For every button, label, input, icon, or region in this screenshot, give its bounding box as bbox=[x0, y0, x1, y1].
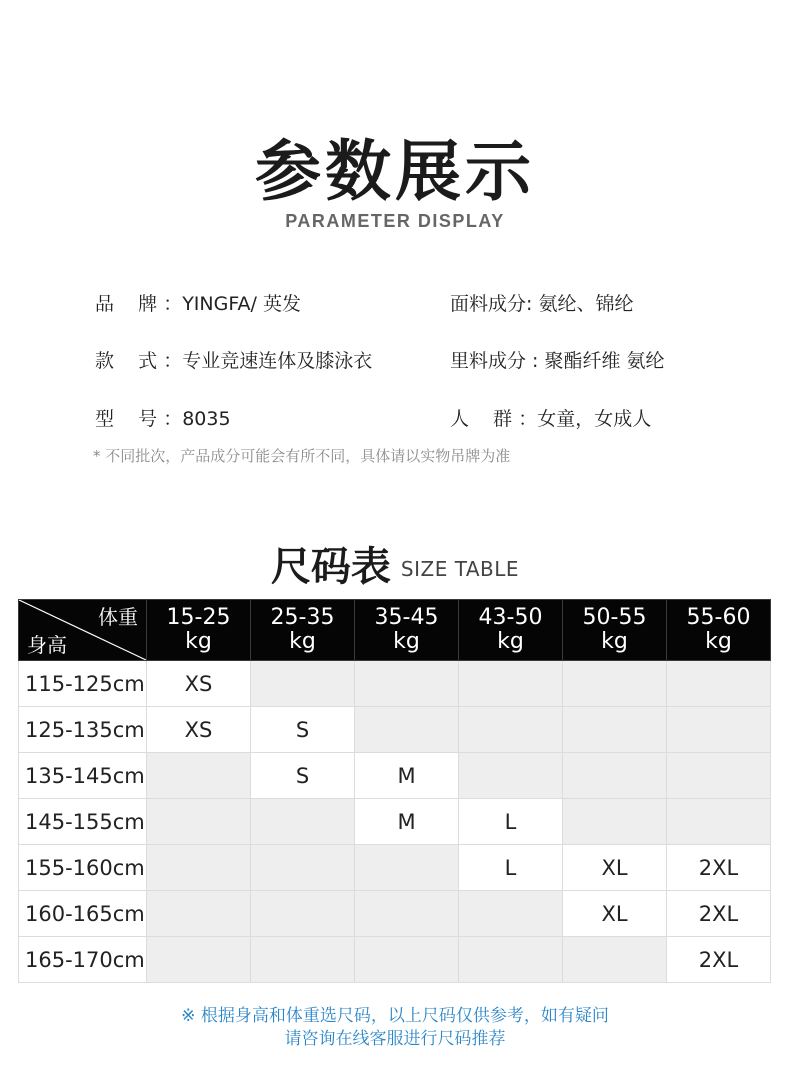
weight-header bbox=[251, 600, 355, 661]
size-cell: 2XL bbox=[667, 891, 771, 937]
param-value: 专业竞速连体及膝泳衣 bbox=[182, 350, 373, 372]
empty-size-cell bbox=[355, 891, 459, 937]
weight-range: 15-25 bbox=[166, 605, 231, 630]
size-cell: XS bbox=[147, 661, 251, 707]
weight-unit: kg bbox=[601, 629, 628, 654]
table-row bbox=[19, 661, 771, 707]
empty-size-cell bbox=[251, 799, 355, 845]
height-range-cell: 165-170cm bbox=[19, 937, 147, 983]
param-value: YINGFA/ 英发 bbox=[182, 293, 301, 315]
param-value: 8035 bbox=[182, 408, 231, 430]
size-title-en: SIZE TABLE bbox=[400, 557, 520, 581]
param-label: 品 牌 ： bbox=[95, 293, 183, 315]
table-row bbox=[19, 937, 771, 983]
param-style bbox=[95, 346, 372, 373]
size-cell: S bbox=[251, 753, 355, 799]
weight-header bbox=[459, 600, 563, 661]
size-cell: XS bbox=[147, 707, 251, 753]
table-row bbox=[19, 891, 771, 937]
weight-range: 25-35 bbox=[270, 605, 335, 630]
empty-size-cell bbox=[251, 891, 355, 937]
advice-line-2: 请咨询在线客服进行尺码推荐 bbox=[284, 1029, 506, 1049]
weight-unit: kg bbox=[705, 629, 732, 654]
empty-size-cell bbox=[251, 661, 355, 707]
size-cell: XL bbox=[563, 891, 667, 937]
param-label: 型 号 ： bbox=[95, 408, 183, 430]
table-row bbox=[19, 707, 771, 753]
height-range-cell: 125-135cm bbox=[19, 707, 147, 753]
empty-size-cell bbox=[459, 707, 563, 753]
param-audience bbox=[450, 404, 651, 431]
weight-range: 35-45 bbox=[374, 605, 439, 630]
weight-header bbox=[355, 600, 459, 661]
empty-size-cell bbox=[147, 891, 251, 937]
height-range-cell: 115-125cm bbox=[19, 661, 147, 707]
size-advice-note bbox=[0, 1005, 790, 1051]
param-value: 女童，女成人 bbox=[537, 408, 652, 430]
empty-size-cell bbox=[563, 799, 667, 845]
empty-size-cell bbox=[355, 845, 459, 891]
table-row bbox=[19, 845, 771, 891]
empty-size-cell bbox=[563, 937, 667, 983]
weight-range: 55-60 bbox=[686, 605, 751, 630]
empty-size-cell bbox=[563, 753, 667, 799]
size-cell: M bbox=[355, 799, 459, 845]
size-table bbox=[18, 599, 771, 983]
table-header-row bbox=[19, 600, 771, 661]
table-corner-cell bbox=[19, 600, 147, 661]
param-label: 款 式 ： bbox=[95, 350, 183, 372]
weight-unit: kg bbox=[393, 629, 420, 654]
size-cell: L bbox=[459, 799, 563, 845]
empty-size-cell bbox=[563, 661, 667, 707]
empty-size-cell bbox=[667, 753, 771, 799]
weight-header bbox=[563, 600, 667, 661]
empty-size-cell bbox=[563, 707, 667, 753]
size-cell: XL bbox=[563, 845, 667, 891]
empty-size-cell bbox=[355, 661, 459, 707]
size-title-cn: 尺码表 bbox=[270, 544, 391, 590]
empty-size-cell bbox=[355, 707, 459, 753]
empty-size-cell bbox=[251, 937, 355, 983]
param-label: 面料成分: bbox=[450, 293, 539, 315]
param-label: 里料成分 : bbox=[450, 350, 545, 372]
weight-range: 43-50 bbox=[478, 605, 543, 630]
empty-size-cell bbox=[147, 937, 251, 983]
param-brand bbox=[95, 289, 301, 316]
empty-size-cell bbox=[147, 845, 251, 891]
size-cell: S bbox=[251, 707, 355, 753]
batch-note: * 不同批次，产品成分可能会有所不同，具体请以实物吊牌为准 bbox=[93, 447, 511, 465]
table-row bbox=[19, 799, 771, 845]
size-cell: M bbox=[355, 753, 459, 799]
param-label: 人 群 ： bbox=[450, 408, 538, 430]
weight-header bbox=[667, 600, 771, 661]
height-range-cell: 145-155cm bbox=[19, 799, 147, 845]
empty-size-cell bbox=[667, 799, 771, 845]
param-value: 氨纶、锦纶 bbox=[538, 293, 634, 315]
weight-unit: kg bbox=[185, 629, 212, 654]
weight-header bbox=[147, 600, 251, 661]
empty-size-cell bbox=[667, 707, 771, 753]
corner-height-label: 身高 bbox=[27, 633, 67, 657]
param-fabric bbox=[450, 289, 633, 316]
page-title: 参数展示 bbox=[255, 133, 535, 210]
empty-size-cell bbox=[147, 799, 251, 845]
empty-size-cell bbox=[459, 661, 563, 707]
advice-line-1: ※ 根据身高和体重选尺码，以上尺码仅供参考，如有疑问 bbox=[181, 1006, 609, 1026]
empty-size-cell bbox=[667, 661, 771, 707]
table-row bbox=[19, 753, 771, 799]
weight-range: 50-55 bbox=[582, 605, 647, 630]
param-value: 聚酯纤维 氨纶 bbox=[544, 350, 665, 372]
size-cell: 2XL bbox=[667, 845, 771, 891]
weight-unit: kg bbox=[289, 629, 316, 654]
size-cell: L bbox=[459, 845, 563, 891]
empty-size-cell bbox=[147, 753, 251, 799]
empty-size-cell bbox=[459, 753, 563, 799]
weight-unit: kg bbox=[497, 629, 524, 654]
empty-size-cell bbox=[459, 937, 563, 983]
param-lining bbox=[450, 346, 665, 373]
size-table-title bbox=[0, 535, 790, 592]
empty-size-cell bbox=[251, 845, 355, 891]
height-range-cell: 160-165cm bbox=[19, 891, 147, 937]
corner-weight-label: 体重 bbox=[98, 605, 138, 629]
size-cell: 2XL bbox=[667, 937, 771, 983]
height-range-cell: 135-145cm bbox=[19, 753, 147, 799]
height-range-cell: 155-160cm bbox=[19, 845, 147, 891]
param-model bbox=[95, 404, 231, 431]
empty-size-cell bbox=[459, 891, 563, 937]
page-subtitle: PARAMETER DISPLAY bbox=[285, 211, 505, 231]
empty-size-cell bbox=[355, 937, 459, 983]
